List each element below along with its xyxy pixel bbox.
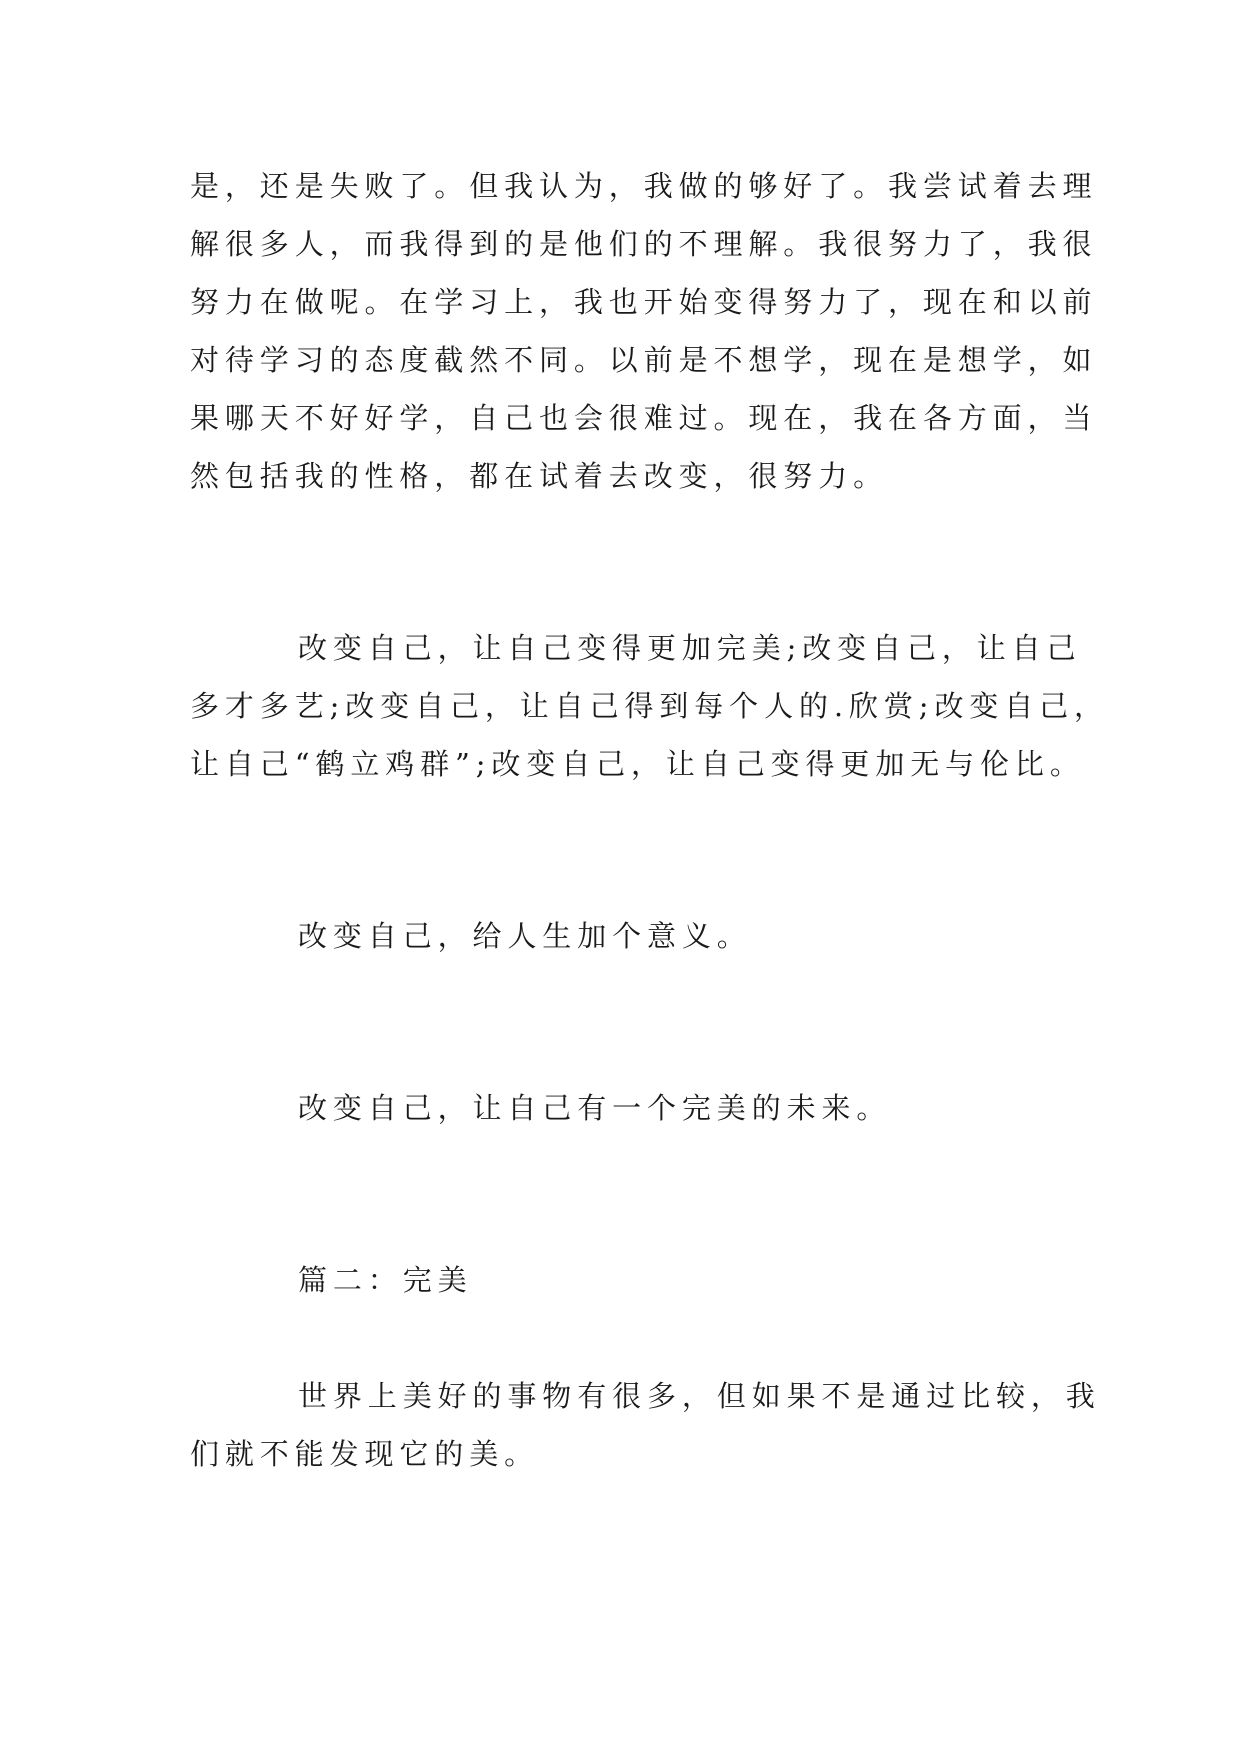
- paragraph-line: 世界上美好的事物有很多，但如果不是通过比较，我: [298, 1379, 1101, 1413]
- paragraph-line: 果哪天不好好学，自己也会很难过。现在，我在各方面，当: [190, 401, 1098, 435]
- paragraph-line: 们就不能发现它的美。: [190, 1437, 540, 1471]
- paragraph-line: 努力在做呢。在学习上，我也开始变得努力了，现在和以前: [190, 285, 1098, 319]
- paragraph-line: 让自己“鹤立鸡群”;改变自己，让自己变得更加无与伦比。: [190, 747, 1085, 781]
- paragraph-line: 改变自己，让自己有一个完美的未来。: [298, 1091, 892, 1125]
- paragraph-line: 解很多人，而我得到的是他们的不理解。我很努力了，我很: [190, 227, 1098, 261]
- paragraph-line: 然包括我的性格，都在试着去改变，很努力。: [190, 459, 889, 493]
- paragraph-line: 对待学习的态度截然不同。以前是不想学，现在是想学，如: [190, 343, 1098, 377]
- section-heading: 篇二：完美: [298, 1263, 473, 1297]
- paragraph-line: 改变自己，给人生加个意义。: [298, 919, 752, 953]
- paragraph-line: 改变自己，让自己变得更加完美;改变自己，让自己: [298, 631, 1082, 665]
- paragraph-line: 多才多艺;改变自己，让自己得到每个人的.欣赏;改变自己，: [190, 689, 1109, 723]
- paragraph-line: 是，还是失败了。但我认为，我做的够好了。我尝试着去理: [190, 169, 1098, 203]
